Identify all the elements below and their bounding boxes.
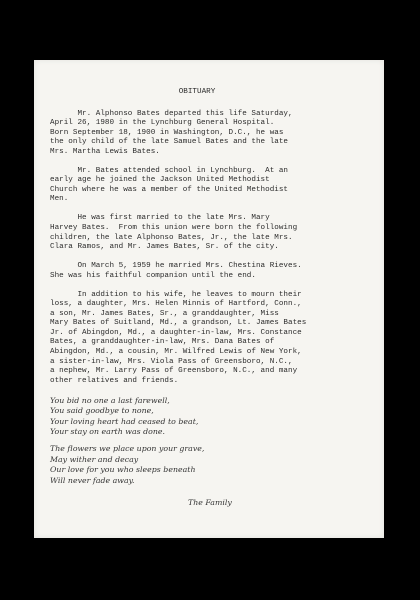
paragraph-church: Mr. Bates attended school in Lynchburg. At an early age he joined the Jackson United Methodist Church where he was a member of the United Methodist Men. — [50, 166, 289, 204]
document-title: OBITUARY — [178, 88, 216, 96]
paragraph-birth: Mr. Alphonso Bates departed this life Saturday, April 26, 1980 in the Lynchburg General Hospital. Born September 18, 1900 in Washington, D.C., he was the only child of the late Samuel Bates and the late Mrs. Martha Lewis Bates. — [50, 109, 293, 156]
paragraph-first-marriage: He was first married to the late Mrs. Mary Harvey Bates. From this union were born the following children, the late Alphonso Bates, Jr., the late Mrs. Clara Ramos, and Mr. James Bates, Sr. of the city. — [50, 214, 298, 252]
paragraph-second-marriage: On March 5, 1959 he married Mrs. Chestina Rieves. She was his faithful companion until the end. — [50, 262, 302, 280]
poem-stanza-2: The flowers we place upon your grave, May wither and decay Our love for you who sleeps beneath Will never fade away. — [50, 444, 205, 485]
poem-stanza-1: You bid no one a last farewell, You said goodbye to none, Your loving heart had ceased to beat, Your stay on earth was done. — [50, 395, 199, 436]
obituary-document — [50, 76, 330, 508]
signature: The Family — [188, 497, 232, 507]
paragraph-survivors: In addition to his wife, he leaves to mourn their loss, a daughter, Mrs. Helen Minnis of Hartford, Conn., a son, Mr. James Bates, Sr., a granddaughter, Miss Mary Bates of Suitland, Md., a grandson, Lt. James Bates Jr. of Abingdon, Md., a daughter-in-law, Mrs. Constance Bates, a granddaughter-in-law, Mrs. Dana Bates of Abingdon, Md., a cousin, Mr. Wilfred Lewis of New York, a sister-in-law, Mrs. Viola Pass of Greensboro, N.C., a nephew, Mr. Larry Pass of Greensboro, N.C., and many other relatives and friends. — [50, 290, 307, 385]
